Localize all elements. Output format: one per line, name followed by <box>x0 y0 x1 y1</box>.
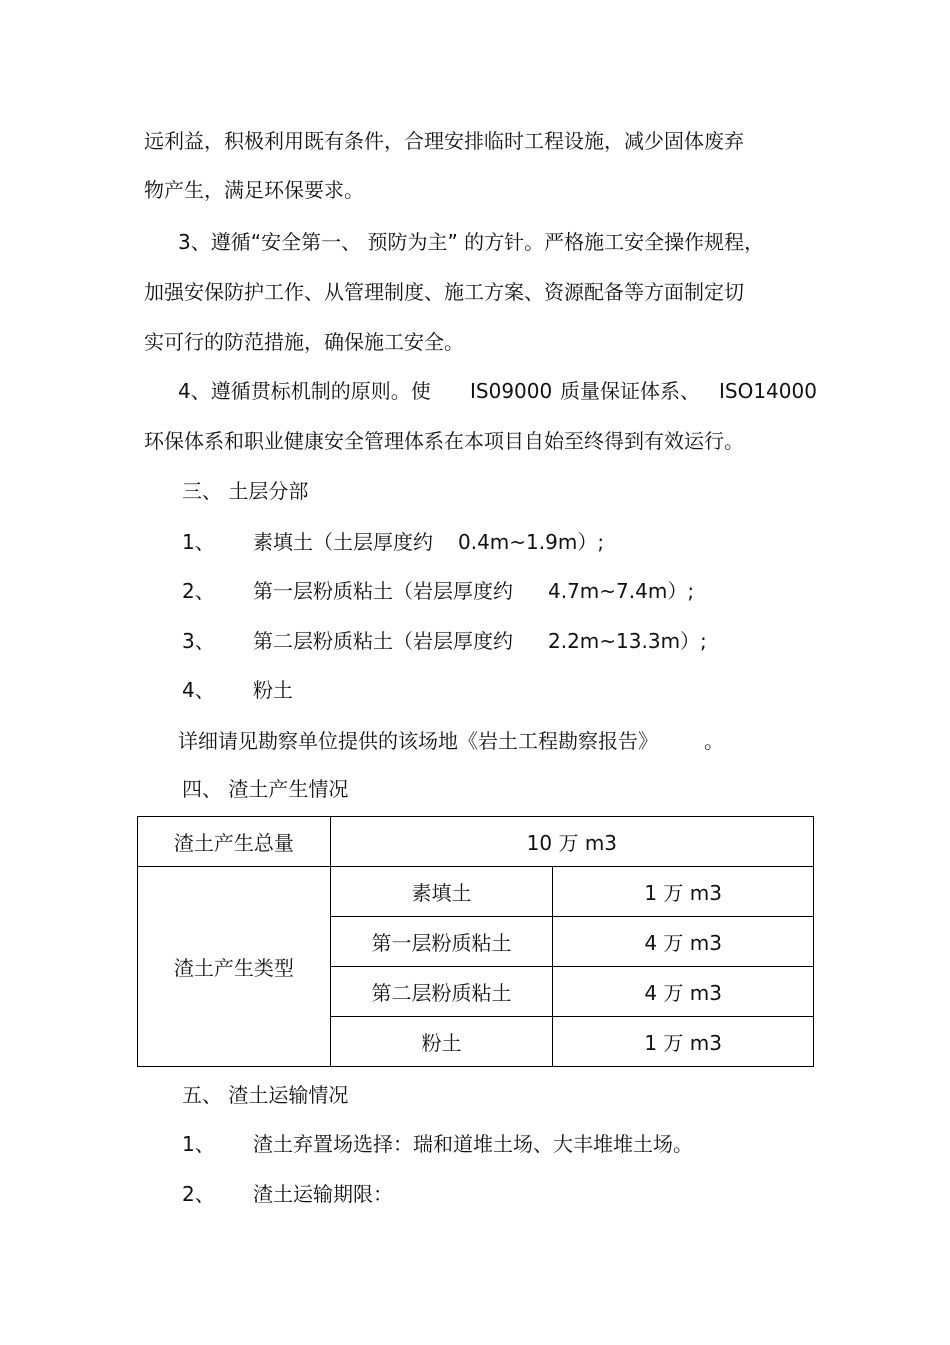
list-text: 渣土弃置场选择：瑞和道堆土场、大丰堆堆土场。 <box>253 1132 693 1156</box>
section-heading: 四、 渣土产生情况 <box>182 777 349 801</box>
table-row <box>138 817 814 867</box>
list-text: 第二层粉质粘土（岩层厚度约 <box>253 629 513 653</box>
table-row <box>138 867 814 917</box>
table-cell-type: 粉土 <box>330 1017 553 1067</box>
list-value: 2.2m~13.3m）; <box>548 629 707 653</box>
list-number: 2、 <box>182 579 215 603</box>
standard-code: ISO14000 <box>719 379 817 403</box>
list-number: 2、 <box>182 1182 215 1206</box>
section-heading: 三、 土层分部 <box>182 479 309 503</box>
paragraph-text: 4、遵循贯标机制的原则。使 <box>178 379 431 403</box>
table-cell-type: 第一层粉质粘土 <box>330 917 553 967</box>
note-text: 详细请见勘察单位提供的该场地《岩土工程勘察报告》 <box>178 729 658 753</box>
table-cell-label: 渣土产生类型 <box>138 867 331 1067</box>
list-value: 4.7m~7.4m）; <box>548 579 695 603</box>
paragraph-line: 实可行的防范措施，确保施工安全。 <box>144 330 464 354</box>
table-cell-amount: 4 万 m3 <box>553 967 814 1017</box>
list-value: 0.4m~1.9m）; <box>458 530 605 554</box>
paragraph-text: 质量保证体系、 <box>560 379 700 403</box>
standard-code: IS09000 <box>470 379 553 403</box>
table-cell-type: 素填土 <box>330 867 553 917</box>
list-number: 4、 <box>182 678 215 702</box>
list-number: 3、 <box>182 629 215 653</box>
spoil-generation-table <box>137 816 814 1067</box>
paragraph-line: 远利益，积极利用既有条件，合理安排临时工程设施，减少固体废弃 <box>144 129 744 153</box>
list-number: 1、 <box>182 530 215 554</box>
list-text: 渣土运输期限： <box>253 1182 393 1206</box>
list-text: 第一层粉质粘土（岩层厚度约 <box>253 579 513 603</box>
paragraph-line: 加强安保防护工作、从管理制度、施工方案、资源配备等方面制定切 <box>144 280 744 304</box>
table-cell-type: 第二层粉质粘土 <box>330 967 553 1017</box>
list-number: 1、 <box>182 1132 215 1156</box>
paragraph-line: 物产生，满足环保要求。 <box>144 178 364 202</box>
table-cell-amount: 1 万 m3 <box>553 867 814 917</box>
table-cell-label: 渣土产生总量 <box>138 817 331 867</box>
note-period: 。 <box>704 729 724 753</box>
section-heading: 五、 渣土运输情况 <box>182 1083 349 1107</box>
table-cell-total: 10 万 m3 <box>330 817 813 867</box>
table-cell-amount: 1 万 m3 <box>553 1017 814 1067</box>
table-cell-amount: 4 万 m3 <box>553 917 814 967</box>
paragraph-line: 3、遵循“安全第一、 预防为主” 的方针。严格施工安全操作规程， <box>178 230 765 254</box>
paragraph-line: 环保体系和职业健康安全管理体系在本项目自始至终得到有效运行。 <box>144 429 744 453</box>
list-text: 素填土（土层厚度约 <box>253 530 433 554</box>
list-text: 粉土 <box>253 678 293 702</box>
